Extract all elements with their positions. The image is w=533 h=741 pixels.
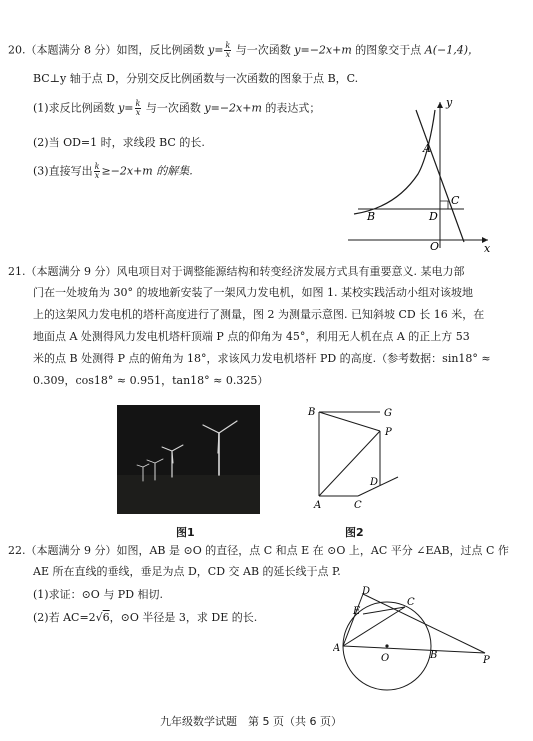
hyperbola-curve (354, 110, 435, 214)
label-g: G (384, 408, 392, 419)
q21-line6: 0.309，cos18° ≈ 0.951，tan18° ≈ 0.325） (33, 374, 269, 387)
label-d: D (362, 586, 371, 597)
label-a: A (423, 142, 431, 155)
q20-line1: 20.（本题满分 8 分）如图，反比例函数 y= $\frac{k}{x}$ 与一次函数 y=−2x+m 的图象交于点 A(−1,4)， (8, 41, 480, 59)
sqrt-radical: √6 (95, 611, 110, 624)
label-o: O (430, 240, 440, 252)
figure-q22-circle (333, 583, 503, 693)
label-e: E (353, 606, 361, 617)
figure-q20-graph (340, 92, 500, 252)
q20-part2: (2)当 OD=1 时，求线段 BC 的长. (33, 136, 205, 149)
label-b: B (430, 650, 438, 661)
fraction-k-over-x: $\frac{k}{x}$ (135, 99, 141, 117)
label-c: C (451, 194, 460, 207)
label-a: A (333, 643, 341, 654)
label-b: B (308, 407, 316, 418)
q22-line1: 22.（本题满分 9 分）如图，AB 是 ⊙O 的直径，点 C 和点 E 在 ⊙O 上，AC 平分 ∠EAB，过点 C 作 (8, 544, 509, 557)
label-c: C (354, 500, 362, 511)
q21-line1: 21.（本题满分 9 分）风电项目对于调整能源结构和转变经济发展方式具有重要意义. 某电力部 (8, 265, 465, 278)
q22-line2: AE 所在直线的垂线，垂足为点 D，CD 交 AB 的延长线于点 P. (33, 565, 341, 578)
center-dot (385, 644, 388, 647)
label-p: P (483, 655, 490, 666)
label-c: C (407, 597, 415, 608)
label-x: x (484, 242, 491, 252)
right-angle-mark (440, 201, 448, 209)
label-a: A (314, 500, 322, 511)
line-bp (319, 412, 380, 431)
label-b: B (367, 210, 376, 223)
page-footer: 九年级数学试题 第 5 页（共 6 页） (160, 715, 342, 728)
label-p: P (385, 427, 392, 438)
figure-q21-diagram (300, 400, 412, 515)
figure1-caption: 图1 (176, 526, 195, 539)
q20-line2: BC⊥y 轴于点 D，分别交反比例函数与一次函数的图象于点 B，C. (33, 72, 359, 85)
line-ap (343, 646, 485, 653)
wind-turbine-photo (117, 405, 260, 514)
label-d: D (429, 210, 438, 223)
q21-line2: 门在一处坡角为 30° 的坡地新安装了一架风力发电机，如图 1. 某校实践活动小组对该坡地 (33, 286, 473, 299)
label-d: D (370, 477, 379, 488)
q20-part3: (3)直接写出 $\frac{k}{x}$ ≥−2x+m 的解集. (33, 162, 193, 180)
q21-line4: 地面点 A 处测得风力发电机塔杆顶端 P 点的仰角为 45°，利用无人机在点 A 的正上方 53 (33, 330, 470, 343)
q21-line5: 米的点 B 处测得 P 点的俯角为 18°，求该风力发电机塔杆 PD 的高度.（参考数据：sin18° ≈ (33, 352, 491, 365)
figure2-caption: 图2 (345, 526, 364, 539)
q21-line3: 上的这架风力发电机的塔杆高度进行了测量，图 2 为测量示意图. 已知斜坡 CD 长 16 米，在 (33, 308, 485, 321)
line-ad (343, 594, 363, 646)
q20-part1: (1)求反比例函数 y= $\frac{k}{x}$ 与一次函数 y=−2x+m 的表达式； (33, 99, 321, 117)
label-y: y (446, 96, 453, 109)
q22-part1: (1)求证：⊙O 与 PD 相切. (33, 588, 164, 601)
line-dp (363, 594, 485, 653)
q22-part2: (2)若 AC=2√6，⊙O 半径是 3，求 DE 的长. (33, 611, 258, 624)
y-axis-arrow (437, 102, 443, 108)
label-o: O (381, 653, 390, 664)
wind-turbine-illustration (117, 405, 260, 514)
fraction-k-over-x: $\frac{k}{x}$ (94, 162, 100, 180)
fraction-k-over-x: $\frac{k}{x}$ (225, 41, 231, 59)
